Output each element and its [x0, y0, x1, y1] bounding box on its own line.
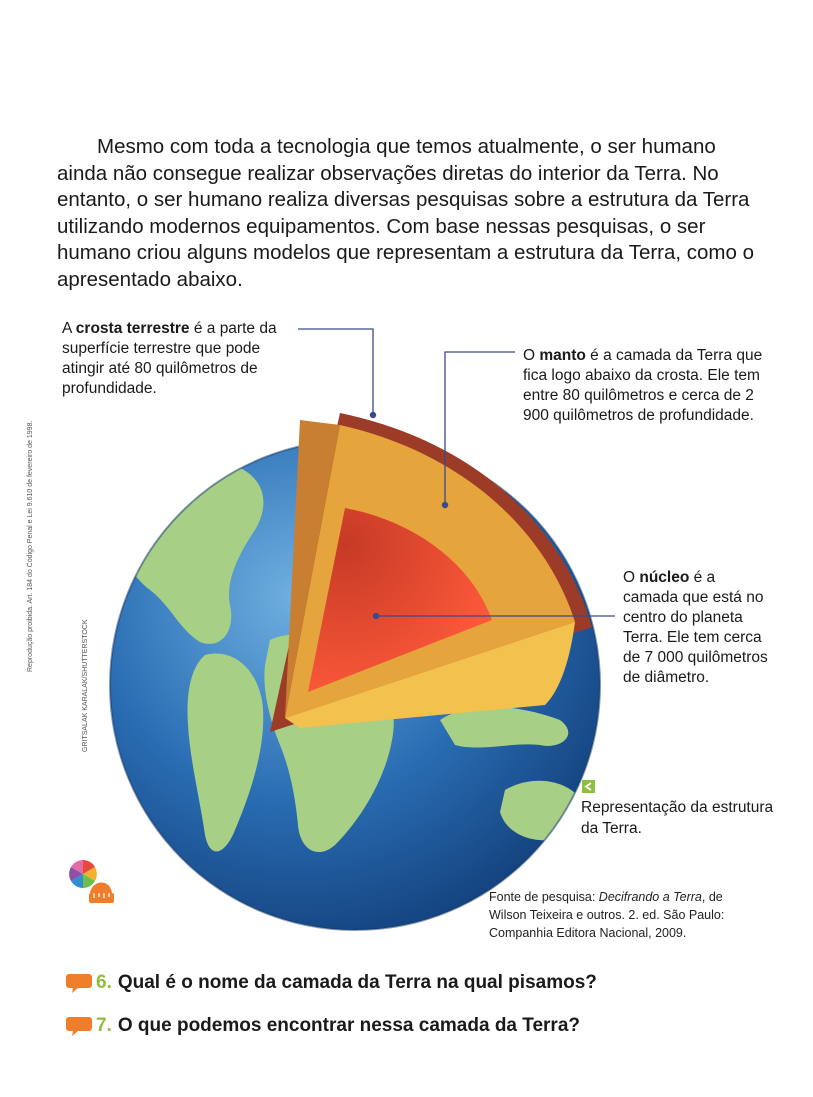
source-citation — [489, 888, 759, 942]
source-details: , de Wilson Teixeira e outros. 2. ed. São Paulo: Companhia Editora Nacional, 2009. — [489, 890, 725, 940]
color-wheel-icon — [69, 860, 97, 888]
question-7-number: 7. — [96, 1015, 112, 1036]
nucleo-term: núcleo — [639, 569, 690, 586]
crosta-leader-line — [298, 329, 373, 415]
crosta-marker — [370, 412, 376, 418]
question-6-number: 6. — [96, 972, 112, 993]
ruler-badge-icon — [89, 882, 114, 903]
manto-pre: O — [523, 347, 540, 364]
manto-callout — [523, 346, 763, 426]
manto-description: é a camada da Terra que fica logo abaixo da crosta. Ele tem entre 80 quilômetros e cerca de 2 900 quilômetros de profundidade. — [523, 347, 763, 424]
legal-notice: Reprodução proibida. Art. 184 do Código Penal e Lei 9.610 de fevereiro de 1998. — [27, 420, 34, 672]
speech-bubble-icon — [66, 1016, 92, 1036]
nucleo-marker — [373, 613, 379, 619]
manto-term: manto — [539, 347, 586, 364]
greenland — [150, 439, 250, 470]
crosta-callout — [62, 319, 302, 399]
caption-arrow-icon — [582, 780, 595, 793]
manto-marker — [442, 502, 448, 508]
speech-bubble-icon — [66, 973, 92, 993]
nucleo-callout — [623, 568, 773, 688]
crosta-term: crosta terrestre — [75, 320, 190, 337]
source-prefix: Fonte de pesquisa: — [489, 890, 599, 904]
crosta-description: é a parte da superfície terrestre que pode atingir até 80 quilômetros de profundidade. — [62, 320, 277, 397]
source-title: Decifrando a Terra — [598, 890, 702, 904]
question-7 — [66, 1015, 580, 1037]
question-6-text: Qual é o nome da camada da Terra na qual pisamos? — [117, 972, 597, 993]
figure-caption: Representação da estrutura da Terra. — [581, 799, 774, 837]
cutaway — [270, 413, 592, 732]
intro-text: Mesmo com toda a tecnologia que temos atualmente, o ser humano ainda não consegue realizar observações diretas do interior da Terra. No entanto, o ser humano realiza diversas pesquisas sobre a estrutura da Terra utilizando modernos equipamentos. Com base nessas pesquisas, o ser humano criou alguns modelos que representam a estrutura da Terra, como o apresentado abaixo. — [57, 135, 755, 291]
question-6 — [66, 972, 597, 994]
nucleo-pre: O — [623, 569, 640, 586]
question-7-text: O que podemos encontrar nessa camada da Terra? — [117, 1015, 580, 1036]
photo-credit: GRITSALAK KARALAK/SHUTTERSTOCK — [82, 619, 89, 752]
crosta-pre: A — [62, 320, 76, 337]
nucleo-description: é a camada que está no centro do planeta Terra. Ele tem cerca de 7 000 quilômetros de diâmetro. — [623, 569, 768, 686]
